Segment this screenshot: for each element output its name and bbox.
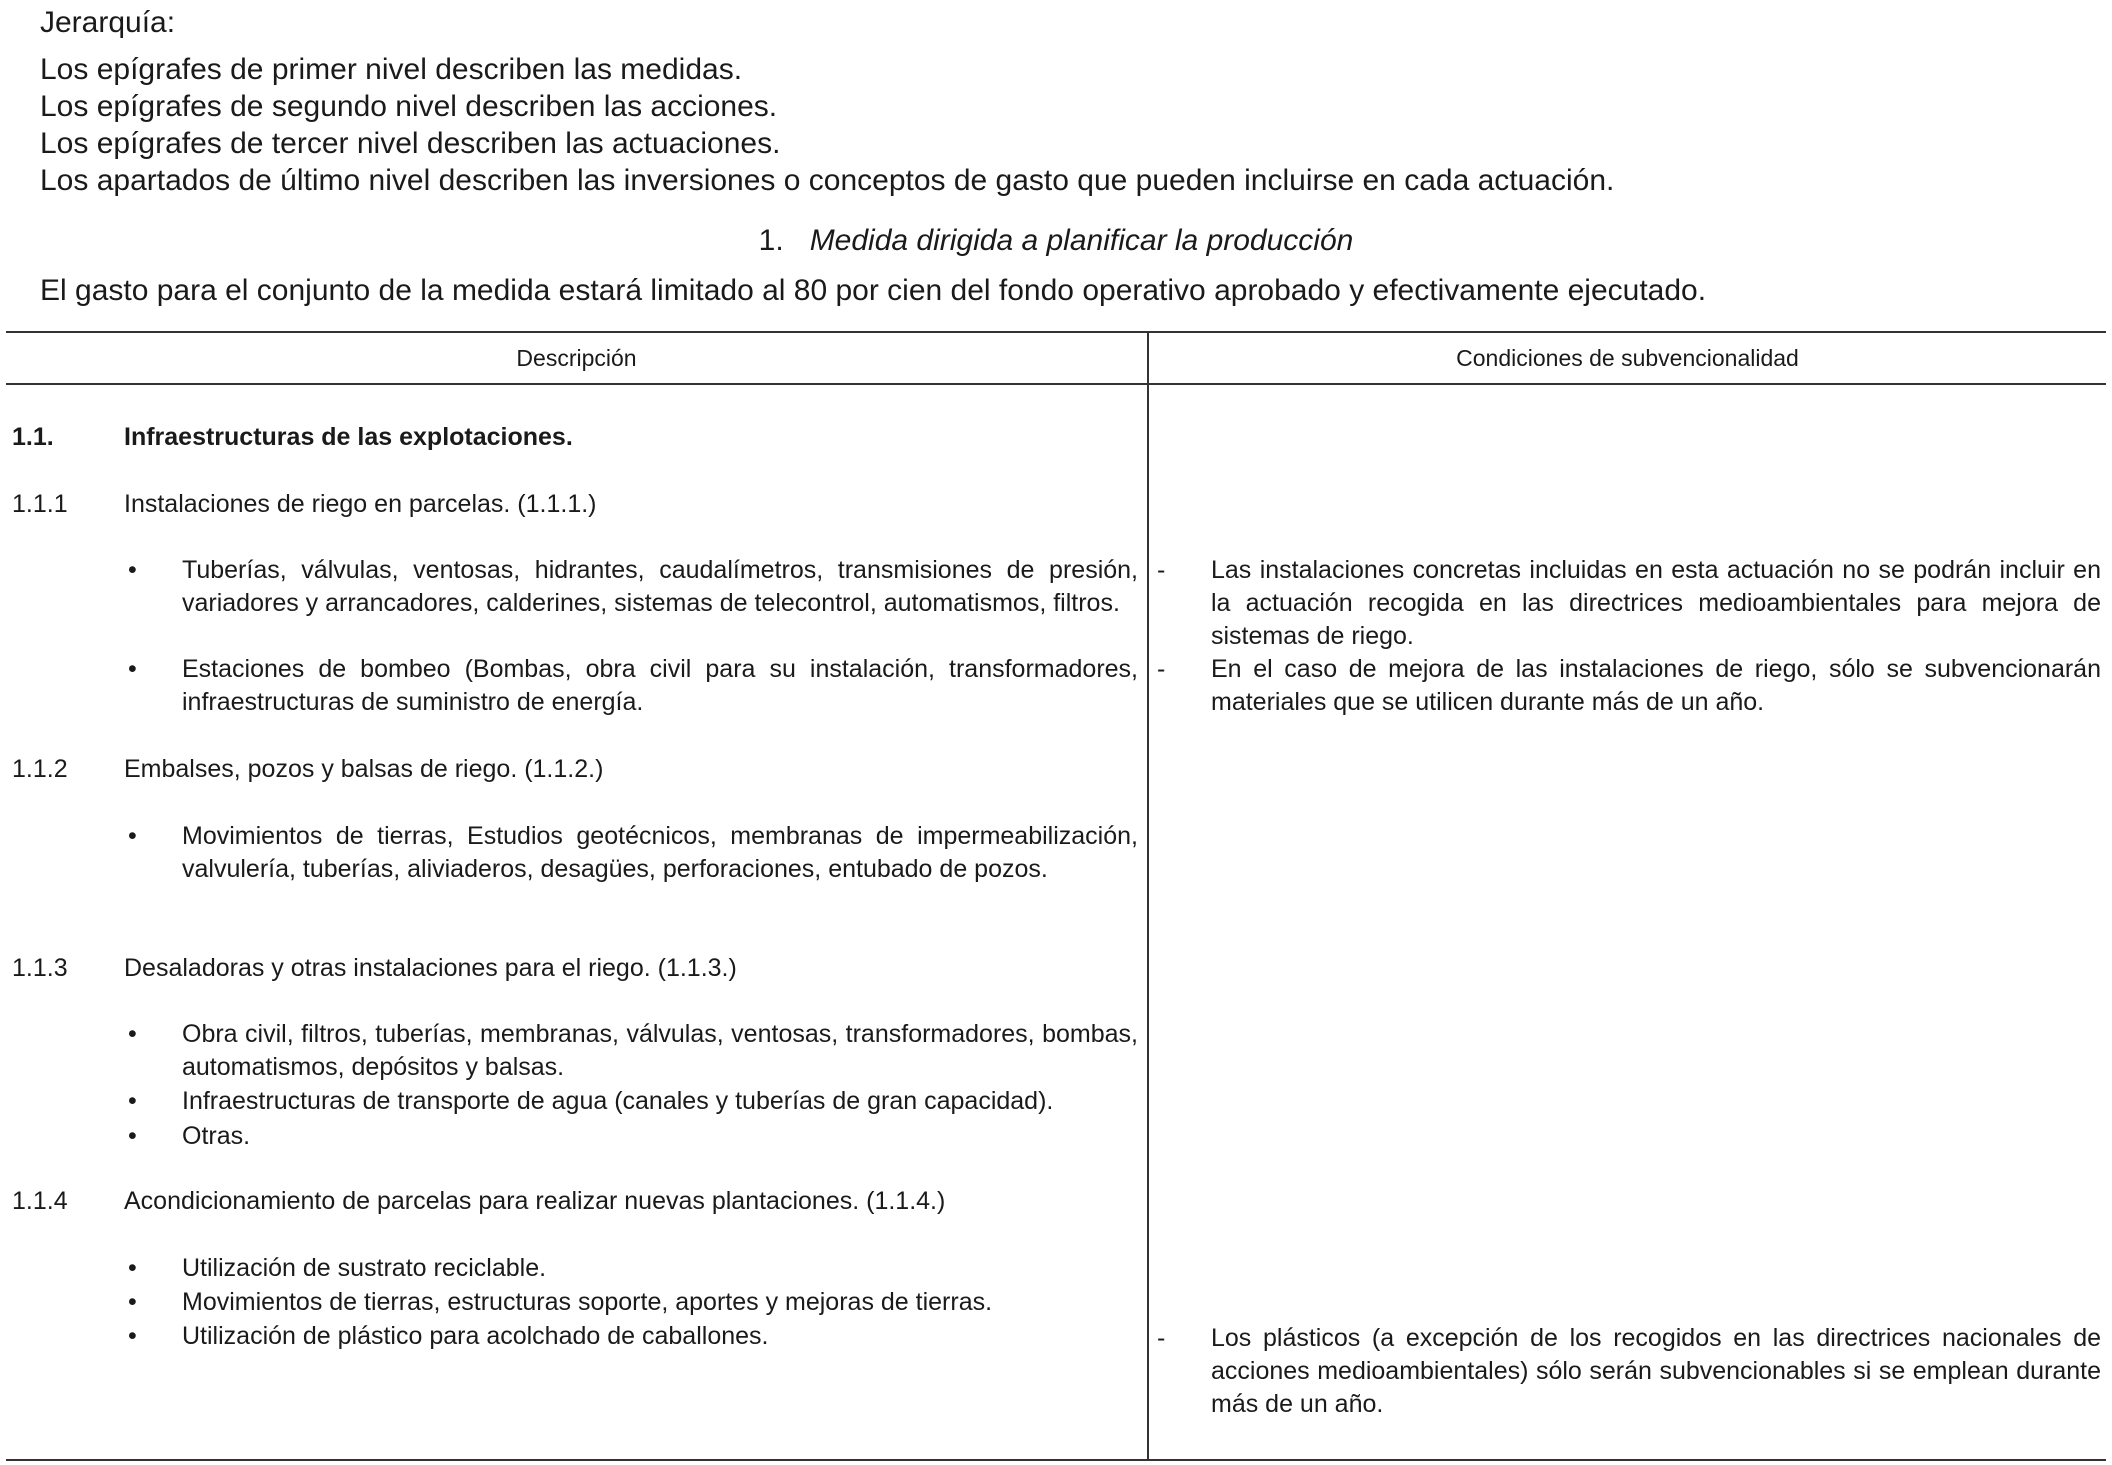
bullet-text: Infraestructuras de transporte de agua (canales y tuberías de gran capacidad). <box>182 1087 1054 1115</box>
actuacion-title: Desaladoras y otras instalaciones para el riego. (1.1.3.) <box>124 954 737 982</box>
header-descripcion: Descripción <box>516 345 637 371</box>
bullet-text: Tuberías, válvulas, ventosas, hidrantes, caudalímetros, transmisiones de presión, variadores y arrancadores, calderines, sistemas de telecontrol, automatismos, filtros. <box>182 556 1138 617</box>
hierarchy-title: Jerarquía: <box>40 6 176 39</box>
gasto-limit-text: El gasto para el conjunto de la medida estará limitado al 80 por cien del fondo operativo aprobado y efectivamente ejecutado. <box>40 274 1707 307</box>
hierarchy-lines <box>40 51 1614 199</box>
hierarchy-line: Los epígrafes de primer nivel describen las medidas. <box>40 53 743 86</box>
bullet-icon: • <box>128 1122 137 1150</box>
condition-text: Los plásticos (a excepción de los recogidos en las directrices nacionales de acciones medioambientales) sólo serán subvencionables si se emplean durante más de un año. <box>1211 1324 2101 1418</box>
accion-number: 1.1. <box>12 423 54 451</box>
bullet-text: Otras. <box>182 1122 251 1150</box>
condition-text: Las instalaciones concretas incluidas en esta actuación no se podrán incluir en la actuación recogida en las directrices medioambientales para mejora de sistemas de riego. <box>1211 556 2101 650</box>
accion-title: Infraestructuras de las explotaciones. <box>124 423 573 451</box>
bullet-text: Movimientos de tierras, estructuras soporte, aportes y mejoras de tierras. <box>182 1288 993 1316</box>
condition-dash: - <box>1157 655 1166 683</box>
table-column-divider <box>1147 331 1149 1459</box>
bullet-text: Obra civil, filtros, tuberías, membranas, válvulas, ventosas, transformadores, bombas, automatismos, depósitos y balsas. <box>182 1020 1138 1081</box>
bullet-text: Utilización de sustrato reciclable. <box>182 1254 547 1282</box>
medida-title: Medida dirigida a planificar la producción <box>809 224 1354 257</box>
actuacion-title: Embalses, pozos y balsas de riego. (1.1.2.) <box>124 755 604 783</box>
bullet-icon: • <box>128 655 137 683</box>
actuacion-title: Acondicionamiento de parcelas para realizar nuevas plantaciones. (1.1.4.) <box>124 1187 946 1215</box>
bullet-icon: • <box>128 1254 137 1282</box>
bullet-icon: • <box>128 556 137 584</box>
bullet-icon: • <box>128 822 137 850</box>
bullet-icon: • <box>128 1087 137 1115</box>
hierarchy-line: Los epígrafes de tercer nivel describen las actuaciones. <box>40 127 781 160</box>
header-condiciones: Condiciones de subvencionalidad <box>1456 345 1799 371</box>
condition-dash: - <box>1157 556 1166 584</box>
actuacion-number: 1.1.2 <box>12 755 68 783</box>
medida-number: 1. <box>758 224 784 257</box>
table-bottom-rule <box>6 1459 2106 1461</box>
actuacion-number: 1.1.4 <box>12 1187 68 1215</box>
bullet-text: Estaciones de bombeo (Bombas, obra civil para su instalación, transformadores, infraestructuras de suministro de energía. <box>182 655 1138 716</box>
table-top-rule <box>6 331 2106 333</box>
actuacion-title: Instalaciones de riego en parcelas. (1.1.1.) <box>124 490 597 518</box>
bullet-text: Utilización de plástico para acolchado de caballones. <box>182 1322 769 1350</box>
bullet-icon: • <box>128 1322 137 1350</box>
bullet-icon: • <box>128 1288 137 1316</box>
bullet-text: Movimientos de tierras, Estudios geotécnicos, membranas de impermeabilización, valvulería, tuberías, aliviaderos, desagües, perforaciones, entubado de pozos. <box>182 822 1138 883</box>
actuacion-number: 1.1.3 <box>12 954 68 982</box>
hierarchy-line: Los epígrafes de segundo nivel describen las acciones. <box>40 90 778 123</box>
bullet-icon: • <box>128 1020 137 1048</box>
medida-heading <box>0 224 2112 258</box>
table-header-rule <box>6 383 2106 385</box>
hierarchy-intro <box>40 0 1614 199</box>
condition-text: En el caso de mejora de las instalaciones de riego, sólo se subvencionarán materiales que se utilicen durante más de un año. <box>1211 655 2101 716</box>
actuacion-number: 1.1.1 <box>12 490 68 518</box>
hierarchy-line: Los apartados de último nivel describen las inversiones o conceptos de gasto que pueden incluirse en cada actuación. <box>40 164 1615 197</box>
condition-dash: - <box>1157 1324 1166 1352</box>
